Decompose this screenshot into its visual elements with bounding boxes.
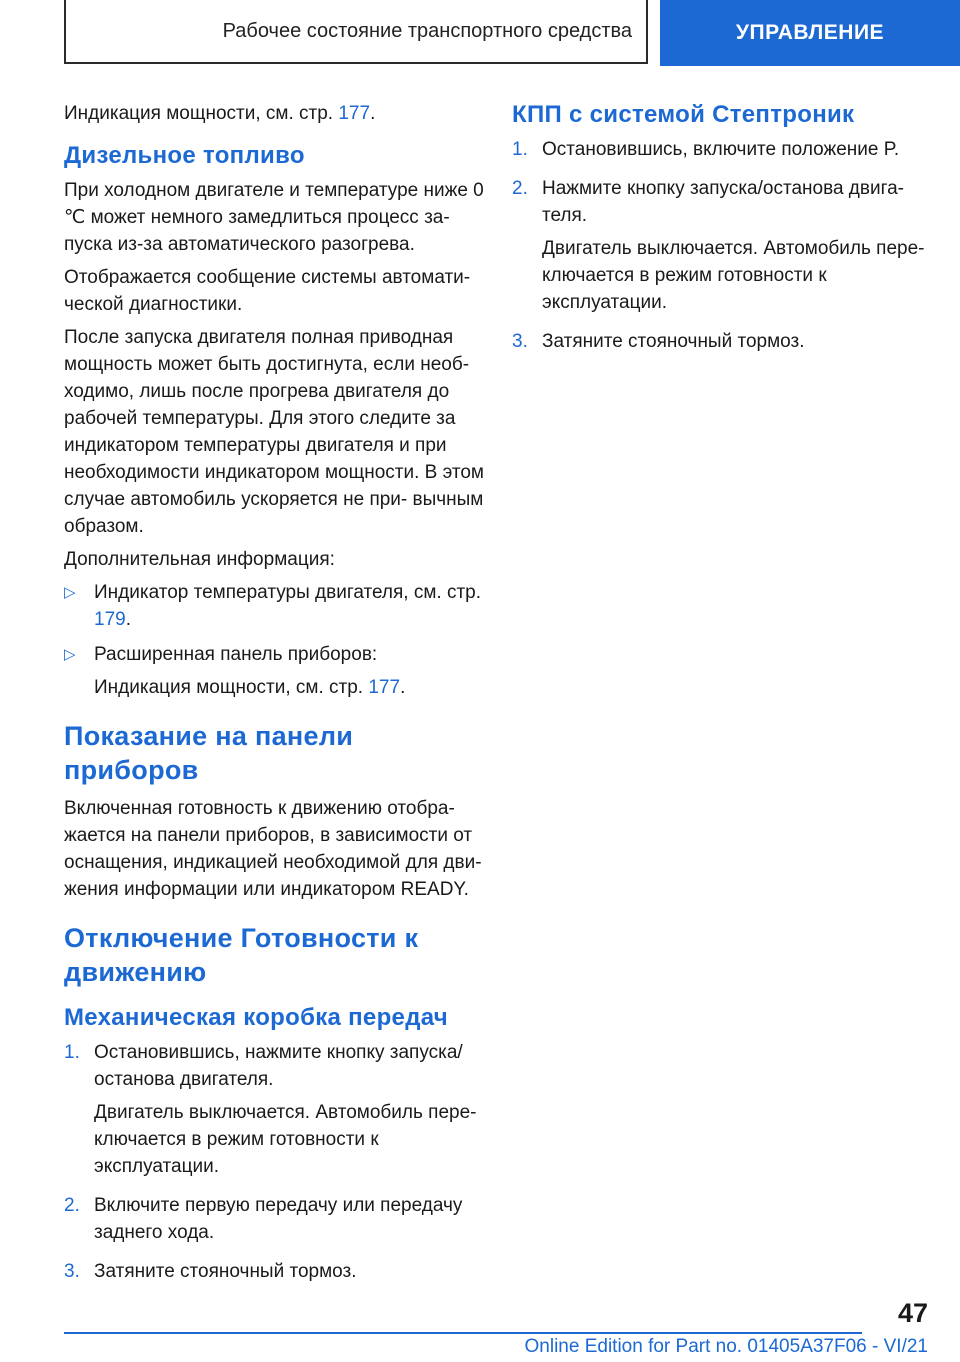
header-chapter-label: УПРАВЛЕНИЕ (735, 21, 885, 44)
bullet-item: ▷ Расширенная панель приборов: Индикация мощности, см. стр. 177. (64, 641, 484, 701)
manual-gearbox-heading: Механическая коробка передач (64, 1004, 449, 1031)
header-chapter-tab[interactable] (660, 0, 960, 66)
page-link-177[interactable]: 177 (368, 677, 401, 698)
diesel-paragraph-3: После запуска двигателя полная приводная мощность может быть достигнута, если необ- ходимо, лишь после прогрева двигателя до рабочей температуры. Для этого следите за индикатором температуры двигателя и при необходимости индикатором мощности. В этом случае автомобиль ускоряется не при- вычным образом. (64, 327, 484, 537)
diesel-paragraph-2: Отображается сообщение системы автомати- ческой диагностики. (64, 267, 471, 315)
steptronic-heading: КПП с системой Стептроник (512, 101, 855, 128)
step-number: 3. (64, 1261, 80, 1282)
panel-paragraph: Включенная готовность к движению отобра- жается на панели приборов, в зависимости от оснащения, индикацией необходимой для дви- жения информации или индикатором READY. (64, 798, 482, 900)
list-item: 1. Остановившись, нажмите кнопку запуска/ останова двигателя. Двигатель выключается. Автомобиль пере- ключается в режим готовности к эксплуатации. (64, 1039, 484, 1186)
header-section-box (64, 0, 648, 64)
triangle-bullet-icon: ▷ (64, 646, 76, 663)
step-number: 2. (64, 1195, 80, 1216)
list-item: 2. Включите первую передачу или передачу заднего хода. (64, 1192, 484, 1252)
page-link-177[interactable]: 177 (338, 103, 371, 124)
step-number: 1. (512, 139, 528, 160)
triangle-bullet-icon: ▷ (64, 584, 76, 601)
header-section-title: Рабочее состояние транспортного средства (222, 19, 632, 42)
bullet-item: ▷ Индикатор температуры двигателя, см. стр. 179. (64, 579, 484, 633)
off-readiness-heading: Отключение Готовности к движению (64, 923, 419, 987)
footer-edition: Online Edition for Part no. 01405A37F06 - VI/21 (524, 1336, 928, 1357)
left-column (64, 100, 484, 1297)
list-item: 3. Затяните стояночный тормоз. (512, 328, 932, 361)
page-link-179[interactable]: 179 (94, 609, 126, 630)
page-number: 47 (897, 1298, 928, 1328)
diesel-paragraph-1: При холодном двигателе и температуре ниже 0 ℃ может немного замедлиться процесс за- пуска из-за автоматического разогрева. (64, 180, 484, 255)
list-item: 1. Остановившись, включите положение P. (512, 136, 932, 169)
right-column (512, 100, 932, 367)
footer-divider (64, 1332, 862, 1334)
diesel-heading: Дизельное топливо (64, 142, 305, 169)
step-number: 2. (512, 178, 528, 199)
step-number: 3. (512, 331, 528, 352)
step-number: 1. (64, 1042, 80, 1063)
more-info-label: Дополнительная информация: (64, 549, 335, 570)
list-item: 2. Нажмите кнопку запуска/останова двига- теля. Двигатель выключается. Автомобиль пере- ключается в режим готовности к эксплуатации. (512, 175, 932, 322)
list-item: 3. Затяните стояночный тормоз. (64, 1258, 484, 1291)
panel-heading: Показание на панели приборов (64, 721, 354, 785)
intro-paragraph: Индикация мощности, см. стр. 177. (64, 103, 376, 124)
